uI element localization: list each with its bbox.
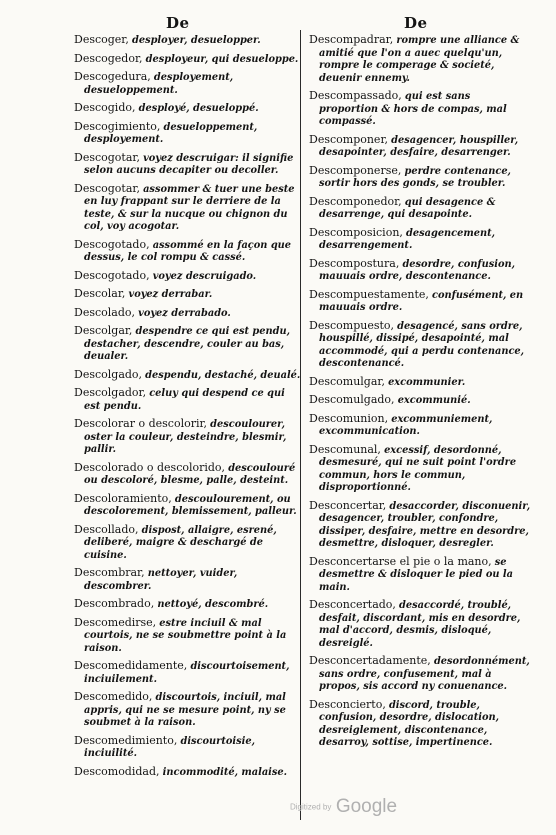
dictionary-entry (309, 599, 531, 650)
entry-headword: Descolar, (74, 287, 126, 300)
dictionary-entry (74, 524, 302, 563)
dictionary-entry (74, 598, 302, 612)
entry-definition: discourtoisement, inciuilement. (84, 661, 290, 685)
entry-headword: Descomponer, (309, 132, 388, 146)
entry-headword: Desconcertar, (309, 498, 387, 512)
dictionary-entry (309, 394, 531, 408)
entry-definition: estre inciuil & mal courtois, ne se soubmettre point à la raison. (84, 617, 287, 654)
entry-definition: desagencer, houspiller, desapointer, desfaire, desarrenger. (319, 134, 519, 158)
entry-definition: despendu, destaché, deualé. (145, 369, 301, 381)
entry-headword: Descogotar, (74, 150, 140, 164)
entry-definition: despendre ce qui est pendu, destacher, descendre, couler au bas, deualer. (84, 326, 290, 362)
running-header-left: De (166, 14, 190, 32)
dictionary-entry (309, 500, 531, 551)
dictionary-entry (74, 121, 302, 147)
entry-headword: Descompuesto, (309, 318, 395, 332)
entry-headword: Descogotado, (74, 237, 150, 251)
entry-headword: Descomulgar, (309, 374, 385, 388)
entry-definition: desagencement, desarrengement. (319, 227, 496, 251)
entry-definition: excommuniement, excommunication. (319, 413, 493, 437)
dictionary-entry (309, 165, 531, 191)
entry-headword: Descombrar, (74, 566, 145, 579)
dictionary-entry (309, 320, 531, 371)
entry-definition: descoulourer, oster la couleur, desteindre, blesmir, pallir. (84, 419, 287, 455)
entry-definition: excommunié. (397, 395, 471, 406)
dictionary-entry (74, 71, 302, 97)
dictionary-entry (309, 90, 531, 129)
entry-headword: Descogotar, (74, 181, 140, 195)
dictionary-entry (309, 227, 531, 253)
dictionary-entry (74, 567, 302, 593)
entry-headword: Descomponerse, (309, 163, 402, 177)
entry-headword: Descompuestamente, (309, 287, 429, 301)
entry-definition: excommunier. (388, 376, 466, 388)
left-column (74, 34, 302, 784)
entry-definition: assommé en la façon que dessus, le col rompu & cassé. (84, 239, 292, 263)
entry-definition: discord, trouble, confusion, desordre, dislocation, desreiglement, discontenance, desarroy, sottise, impertinence. (319, 699, 500, 748)
entry-headword: Descomedido, (74, 690, 153, 703)
dictionary-entry (74, 183, 302, 234)
dictionary-entry (309, 34, 531, 85)
watermark-brand: Google (335, 796, 398, 817)
entry-headword: Descoger, (74, 33, 129, 46)
dictionary-entry (74, 617, 302, 656)
dictionary-entry (309, 196, 531, 222)
dictionary-entry (74, 288, 302, 302)
entry-definition: nettoyer, vuider, descombrer. (84, 568, 238, 592)
entry-definition: perdre contenance, sortir hors des gonds, se troubler. (319, 165, 511, 189)
entry-headword: Descomedidamente, (74, 659, 188, 672)
dictionary-entry (74, 102, 302, 116)
dictionary-entry (74, 766, 302, 780)
entry-headword: Desconcertarse el pie o la mano, (309, 554, 492, 568)
entry-definition: discourtois, inciuil, mal appris, qui ne se mesure point, ny se soubmet à la raison. (84, 692, 286, 728)
entry-definition: nettoyé, descombré. (157, 599, 269, 610)
entry-definition: qui est sans proportion & hors de compas, mal compassé. (319, 91, 507, 127)
entry-headword: Descomunion, (309, 411, 389, 425)
dictionary-entry (74, 325, 302, 364)
entry-definition: desployé, desueloppé. (138, 103, 259, 114)
digitization-watermark (290, 796, 397, 818)
entry-headword: Descolgador, (74, 386, 147, 399)
dictionary-entry (309, 556, 531, 595)
dictionary-entry (74, 493, 302, 519)
entry-definition: se desmettre & disloquer le pied ou la main. (319, 556, 514, 593)
dictionary-entry (309, 289, 531, 315)
entry-definition: desordre, confusion, mauuais ordre, descontenance. (319, 258, 516, 282)
dictionary-entry (309, 444, 531, 495)
entry-definition: dispost, allaigre, esrené, deliberé, maigre & deschargé de cuisine. (84, 524, 277, 561)
entry-definition: desployeur, qui desueloppe. (145, 53, 299, 65)
dictionary-entry (74, 34, 302, 48)
entry-headword: Descomposicion, (309, 225, 403, 239)
entry-definition: celuy qui despend ce qui est pendu. (84, 388, 285, 412)
entry-definition: assommer & tuer une beste en luy frappant sur le derriere de la teste, & sur la nucque ou chignon du col, voy acogotar. (84, 183, 295, 232)
entry-headword: Descompostura, (309, 256, 400, 270)
entry-headword: Desconcierto, (309, 697, 386, 711)
entry-headword: Desconcertadamente, (309, 654, 431, 667)
entry-definition: excessif, desordonné, desmesuré, qui ne suit point l'ordre commun, hors le commun, disproportionné. (319, 444, 517, 493)
entry-headword: Descomunal, (309, 442, 381, 456)
running-header-right: De (404, 14, 428, 32)
entry-definition: voyez descruigar: il signifie selon aucuns decapiter ou decoller. (84, 152, 294, 176)
entry-headword: Descoloramiento, (74, 491, 172, 505)
entry-headword: Descompassado, (309, 89, 402, 102)
dictionary-entry (74, 660, 302, 686)
entry-headword: Descolorado o descolorido, (74, 460, 226, 474)
watermark-prefix: Digitized by (290, 802, 332, 812)
entry-definition: desaccorder, disconuenir, desagencer, troubler, confondre, dissiper, desfaire, mettre en desordre, desmettre, disloquer, desregler. (319, 500, 531, 549)
entry-definition: voyez derrabar. (128, 289, 213, 300)
right-column (309, 34, 531, 755)
dictionary-entry (74, 462, 302, 488)
entry-definition: qui desagence & desarrenge, qui desapointe. (319, 196, 496, 220)
dictionary-entry (74, 387, 302, 413)
entry-headword: Descogimiento, (74, 119, 161, 133)
dictionary-entry (309, 134, 531, 160)
dictionary-entry (74, 270, 302, 284)
dictionary-entry (309, 258, 531, 284)
entry-headword: Descogido, (74, 101, 136, 114)
entry-definition: desagencé, sans ordre, houspillé, dissipé, desapointé, mal accommodé, qui a perdu contenance, descontenancé. (319, 320, 525, 369)
entry-definition: descoulourement, ou descolorement, blemissement, palleur. (84, 493, 297, 517)
dictionary-entry (74, 369, 302, 383)
dictionary-entry (74, 418, 302, 457)
dictionary-entry (74, 735, 302, 761)
dictionary-entry (74, 239, 302, 265)
entry-headword: Descomedirse, (74, 615, 157, 629)
entry-headword: Descombrado, (74, 597, 155, 610)
entry-definition: desaccordé, troublé, desfait, discordant, mis en desordre, mal d'accord, desmis, disloqué, desreiglé. (319, 600, 521, 649)
entry-headword: Descogedura, (74, 70, 151, 83)
entry-headword: Descolado, (74, 305, 135, 319)
entry-headword: Descomponedor, (309, 194, 402, 208)
entry-headword: Descolgado, (74, 367, 143, 381)
entry-definition: desployer, desuelopper. (131, 35, 261, 46)
entry-headword: Descomodidad, (74, 764, 160, 778)
entry-definition: desueloppement, desployement. (84, 121, 258, 145)
dictionary-entry (309, 376, 531, 390)
dictionary-entry (74, 691, 302, 730)
dictionary-entry (309, 413, 531, 439)
entry-headword: Descogotado, (74, 268, 150, 282)
entry-definition: voyez derrabado. (138, 307, 231, 319)
entry-headword: Descomulgado, (309, 393, 395, 406)
dictionary-entry (309, 699, 531, 750)
column-divider (300, 30, 301, 820)
entry-definition: confusément, en mauuais ordre. (319, 289, 524, 313)
entry-headword: Descollado, (74, 522, 139, 536)
entry-definition: incommodité, malaise. (162, 766, 288, 778)
entry-headword: Descogedor, (74, 51, 143, 65)
entry-definition: desployement, desueloppement. (84, 72, 234, 96)
dictionary-entry (74, 307, 302, 321)
entry-definition: desordonnément, sans ordre, confusement, mal à propos, sis accord ny conuenance. (319, 656, 530, 692)
entry-headword: Desconcertado, (309, 598, 396, 611)
entry-headword: Descomedimiento, (74, 733, 178, 747)
dictionary-entry (309, 655, 531, 694)
entry-definition: voyez descruigado. (152, 270, 257, 282)
dictionary-entry (74, 53, 302, 67)
dictionary-entry (74, 152, 302, 178)
entry-headword: Descolorar o descolorir, (74, 417, 208, 430)
entry-definition: discourtoisie, inciuilité. (84, 735, 256, 759)
entry-definition: descoulouré ou descoloré, blesme, palle, desteint. (84, 462, 296, 486)
entry-headword: Descolgar, (74, 324, 133, 337)
entry-definition: rompre une alliance & amitié que l'on a auec quelqu'un, rompre le comperage & societé, deuenir ennemy. (319, 35, 520, 84)
entry-headword: Descompadrar, (309, 33, 394, 46)
